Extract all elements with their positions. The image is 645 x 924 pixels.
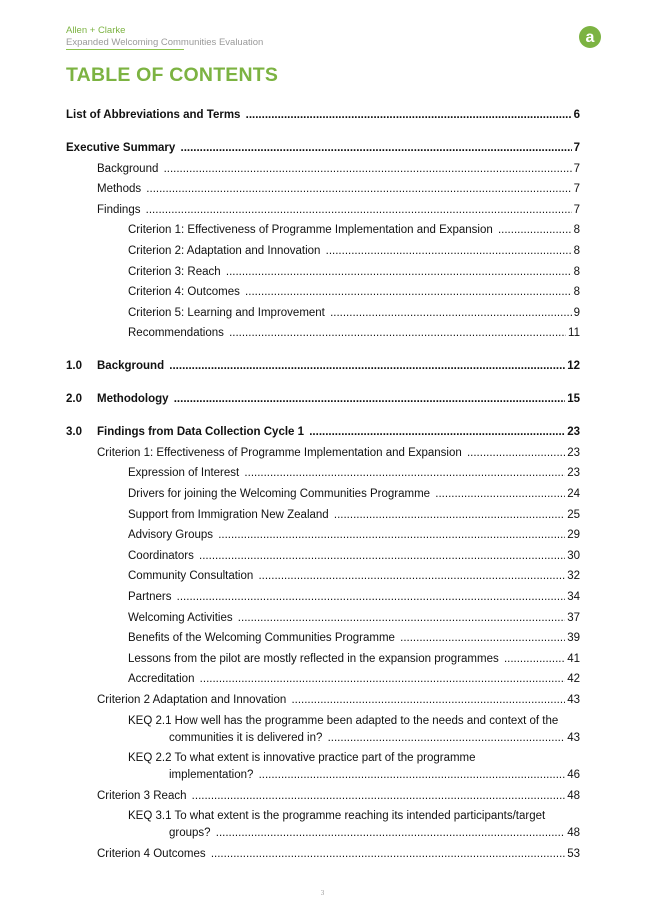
- toc-entry-coordinators[interactable]: [66, 548, 580, 569]
- toc-page: 25: [565, 507, 580, 524]
- section-number: 3.0: [66, 426, 82, 439]
- toc-entry-exec-findings[interactable]: [66, 202, 580, 223]
- toc-label: Community Consultation: [128, 570, 254, 583]
- page-number: 3: [320, 889, 325, 897]
- toc-page: 12: [565, 358, 580, 375]
- toc-entry-exec-methods[interactable]: [66, 181, 580, 202]
- toc-label: Criterion 3 Reach: [97, 789, 187, 802]
- toc-label: Recommendations: [128, 327, 224, 340]
- toc-entry-findings-criterion-3[interactable]: [66, 788, 580, 809]
- toc-page: 7: [572, 202, 580, 219]
- toc-page: 6: [572, 107, 580, 124]
- toc-entry-advisory-groups[interactable]: [66, 527, 580, 548]
- section-number: 1.0: [66, 360, 82, 373]
- toc-label: Criterion 1: Effectiveness of Programme Implementation and Expansion: [97, 446, 462, 459]
- toc-entry-keq-3-1[interactable]: [66, 808, 580, 842]
- toc-page: 43: [565, 692, 580, 709]
- toc-page: 9: [572, 305, 580, 322]
- toc-page: 41: [565, 651, 580, 668]
- toc-entry-drivers[interactable]: [66, 486, 580, 507]
- toc-label: Partners: [128, 591, 172, 604]
- toc-label: Coordinators: [128, 549, 194, 562]
- allen-clarke-logo-icon: [578, 25, 602, 49]
- brand-name: Allen + Clarke: [66, 25, 126, 36]
- toc-label: Support from Immigration New Zealand: [128, 508, 329, 521]
- toc-entry-partners[interactable]: [66, 589, 580, 610]
- section-number: 2.0: [66, 393, 82, 406]
- toc-entry-section-3[interactable]: [66, 424, 580, 445]
- toc-page: 48: [565, 825, 580, 842]
- toc-page: 11: [566, 325, 580, 342]
- toc-entry-findings-criterion-2[interactable]: [66, 692, 580, 713]
- toc-label: Criterion 4: Outcomes: [128, 286, 240, 299]
- toc-page: 42: [565, 671, 580, 688]
- header-divider: [66, 49, 184, 50]
- toc-page: 23: [565, 424, 580, 441]
- toc-label: Lessons from the pilot are mostly reflected in the expansion programmes: [128, 652, 499, 665]
- toc-page: 30: [565, 548, 580, 565]
- toc-entry-welcoming-activities[interactable]: [66, 610, 580, 631]
- toc-label: Findings from Data Collection Cycle 1: [97, 426, 305, 439]
- toc-page: 32: [565, 568, 580, 585]
- document-header: [66, 25, 263, 49]
- toc-entry-expression-of-interest[interactable]: [66, 465, 580, 486]
- toc-entry-inz-support[interactable]: [66, 507, 580, 528]
- toc-page: 7: [572, 161, 580, 178]
- toc-label: Expression of Interest: [128, 467, 240, 480]
- toc-page: 46: [565, 767, 580, 784]
- report-subtitle: Expanded Welcoming Communities Evaluation: [66, 37, 264, 48]
- toc-entry-section-2[interactable]: [66, 391, 580, 412]
- toc-page: 34: [565, 589, 580, 606]
- toc-page: 43: [565, 730, 580, 747]
- toc-page: 23: [565, 445, 580, 462]
- toc-page: 7: [572, 181, 580, 198]
- toc-page: 37: [565, 610, 580, 627]
- toc-entry-community-consultation[interactable]: [66, 568, 580, 589]
- toc-page: 8: [572, 264, 580, 281]
- toc-label: Criterion 2: Adaptation and Innovation: [128, 244, 321, 257]
- toc-page: 39: [565, 630, 580, 647]
- toc-entry-benefits[interactable]: [66, 630, 580, 651]
- toc-label: Benefits of the Welcoming Communities Programme: [128, 632, 395, 645]
- toc-entry-criterion-4[interactable]: [66, 284, 580, 305]
- svg-text:a: a: [585, 29, 595, 46]
- toc-page: 8: [572, 243, 580, 260]
- toc-page: 7: [572, 140, 580, 157]
- toc-label: Drivers for joining the Welcoming Communities Programme: [128, 488, 431, 501]
- toc-label: Accreditation: [128, 673, 195, 686]
- toc-label: Criterion 1: Effectiveness of Programme Implementation and Expansion: [128, 224, 493, 237]
- toc-page: 48: [565, 788, 580, 805]
- toc-entry-findings-criterion-4[interactable]: [66, 846, 580, 867]
- toc-page: 24: [565, 486, 580, 503]
- toc-entry-criterion-2[interactable]: [66, 243, 580, 264]
- toc-page: 8: [572, 284, 580, 301]
- toc-entry-findings-criterion-1[interactable]: [66, 445, 580, 466]
- toc-label-line2: groups?: [169, 827, 211, 840]
- toc-label: Methodology: [97, 393, 169, 406]
- toc-entry-recommendations[interactable]: [66, 325, 580, 346]
- toc-entry-accreditation[interactable]: [66, 671, 580, 692]
- toc-label: Advisory Groups: [128, 529, 214, 542]
- toc-entry-section-1[interactable]: [66, 358, 580, 379]
- toc-label: Methods: [97, 183, 142, 196]
- toc-entry-criterion-5[interactable]: [66, 305, 580, 326]
- toc-label-line2: communities it is delivered in?: [169, 731, 323, 744]
- toc-entry-abbreviations[interactable]: [66, 107, 580, 128]
- toc-page: 53: [565, 846, 580, 863]
- toc-label: Welcoming Activities: [128, 611, 233, 624]
- toc-entry-lessons[interactable]: [66, 651, 580, 672]
- toc-label: Criterion 2 Adaptation and Innovation: [97, 694, 287, 706]
- toc-entry-keq-2-1[interactable]: [66, 713, 580, 747]
- toc-entry-keq-2-2[interactable]: [66, 750, 580, 784]
- page-title: TABLE OF CONTENTS: [66, 64, 279, 86]
- toc-page: 29: [565, 527, 580, 544]
- toc-entry-criterion-1[interactable]: [66, 222, 580, 243]
- toc-label: List of Abbreviations and Terms: [66, 109, 241, 121]
- toc-label-line1: KEQ 2.2 To what extent is innovative practice part of the programme: [128, 752, 476, 765]
- toc-label-line1: KEQ 2.1 How well has the programme been adapted to the needs and context of the: [128, 714, 559, 727]
- toc-label-line1: KEQ 3.1 To what extent is the programme reaching its intended participants/target: [128, 810, 546, 823]
- toc-label: Background: [97, 360, 165, 373]
- toc-entry-exec-background[interactable]: [66, 161, 580, 182]
- toc-entry-executive-summary[interactable]: [66, 140, 580, 161]
- toc-page: 23: [565, 465, 580, 482]
- toc-label: Findings: [97, 203, 141, 216]
- toc-page: 15: [565, 391, 580, 408]
- toc-label-line2: implementation?: [169, 769, 254, 782]
- table-of-contents: [66, 107, 580, 867]
- toc-entry-criterion-3[interactable]: [66, 264, 580, 285]
- toc-label: Background: [97, 162, 159, 175]
- toc-page: 8: [572, 222, 580, 239]
- toc-label: Criterion 4 Outcomes: [97, 847, 206, 860]
- toc-label: Criterion 5: Learning and Improvement: [128, 306, 325, 319]
- toc-label: Criterion 3: Reach: [128, 265, 221, 278]
- toc-label: Executive Summary: [66, 141, 176, 154]
